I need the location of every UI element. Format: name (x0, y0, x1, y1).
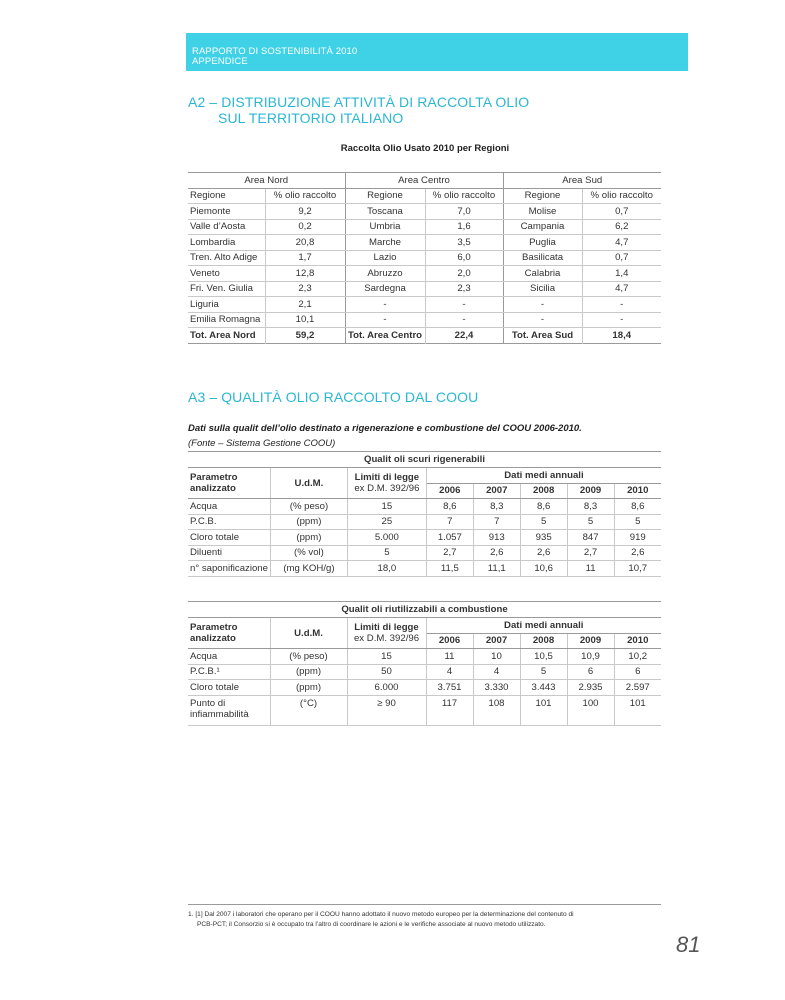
region-cell: - (345, 312, 425, 328)
table-caption-combustion: Qualit oli riutilizzabili a combustione (188, 602, 661, 618)
col-header-year: 2010 (614, 633, 661, 649)
value-cell: 10,5 (520, 649, 567, 665)
udm-cell: (% peso) (270, 649, 347, 665)
value-cell: 2.597 (614, 680, 661, 696)
udm-cell: (°C) (270, 695, 347, 725)
region-cell: - (503, 297, 582, 313)
col-header-year: 2008 (520, 483, 567, 499)
col-header-region: Regione (345, 188, 425, 204)
footnote-line1: 1. [1] Dal 2007 i laboratori che operano per il COOU hanno adottato il nuovo metodo europeo per la determinazione del contenuto di (188, 911, 574, 918)
limit-cell: 5 (347, 545, 426, 561)
total-percent-cell: 18,4 (612, 329, 632, 341)
limit-cell: 15 (347, 649, 426, 665)
value-cell: 1.057 (426, 530, 473, 546)
region-cell: Liguria (188, 297, 265, 313)
col-header-year: 2006 (426, 483, 473, 499)
percent-cell: 2,3 (425, 281, 503, 297)
value-cell: 2,6 (614, 545, 661, 561)
value-cell: 935 (520, 530, 567, 546)
percent-cell: 9,2 (265, 204, 345, 220)
value-cell: 8,3 (473, 499, 520, 515)
parameter-cell: Diluenti (188, 545, 270, 561)
value-cell: 10,9 (567, 649, 614, 665)
parameter-cell: P.C.B. (188, 514, 270, 530)
value-cell: 5 (520, 514, 567, 530)
percent-cell: 4,7 (582, 281, 661, 297)
percent-cell: 1,4 (582, 266, 661, 282)
parameter-cell: Cloro totale (188, 530, 270, 546)
value-cell: 8,6 (520, 499, 567, 515)
percent-cell: 3,5 (425, 235, 503, 251)
region-cell: Lazio (345, 250, 425, 266)
total-percent-cell: 59,2 (265, 328, 345, 344)
region-cell: Lombardia (188, 235, 265, 251)
col-header-region: Regione (188, 188, 265, 204)
region-cell: Sicilia (503, 281, 582, 297)
area-centro-header: Area Centro (345, 173, 503, 189)
percent-cell: 0,7 (582, 204, 661, 220)
col-header-year: 2007 (473, 633, 520, 649)
col-header-udm: U.d.M. (270, 468, 347, 499)
percent-cell: - (425, 297, 503, 313)
combustion-oil-quality-table (188, 601, 661, 726)
value-cell: 101 (614, 695, 661, 725)
table-row (188, 695, 661, 725)
total-percent-cell: 22,4 (425, 328, 503, 344)
parameter-cell: Acqua (188, 649, 270, 665)
col-header-year: 2009 (567, 633, 614, 649)
region-cell: Emilia Romagna (188, 312, 265, 328)
limit-cell: 6.000 (347, 680, 426, 696)
header-report-title: RAPPORTO DI SOSTENIBILITÀ 2010 (192, 46, 358, 57)
col-header-parameter: Parametro analizzato (188, 468, 270, 499)
value-cell: 847 (567, 530, 614, 546)
table-row (188, 561, 661, 577)
region-cell: - (503, 312, 582, 328)
value-cell: 2,6 (473, 545, 520, 561)
percent-cell: - (582, 312, 661, 328)
table-row (188, 312, 661, 328)
percent-cell: 6,0 (425, 250, 503, 266)
footnote-line2: PCB-PCT; il Consorzio si è occupato tra l’altro di coordinare le azioni e le verifiche associate al nuovo metodo utilizzato. (197, 921, 546, 928)
percent-cell: 2,3 (265, 281, 345, 297)
area-nord-header: Area Nord (188, 173, 345, 189)
table-row (188, 281, 661, 297)
region-cell: Fri. Ven. Giulia (188, 281, 265, 297)
col-header-parameter: Parametro analizzato (188, 618, 270, 649)
percent-cell: 20,8 (265, 235, 345, 251)
footnote-divider (188, 904, 661, 905)
value-cell: 10,6 (520, 561, 567, 577)
footnote (188, 910, 668, 930)
region-cell: Abruzzo (345, 266, 425, 282)
udm-cell: (ppm) (270, 680, 347, 696)
section-title-a2 (188, 94, 529, 126)
udm-cell: (% vol) (270, 545, 347, 561)
col-header-percent: % olio raccolto (425, 188, 503, 204)
value-cell: 108 (473, 695, 520, 725)
percent-cell: 4,7 (582, 235, 661, 251)
value-cell: 10,2 (614, 649, 661, 665)
region-cell: Calabria (503, 266, 582, 282)
col-header-percent: % olio raccolto (265, 188, 345, 204)
table-row (188, 649, 661, 665)
value-cell: 2.935 (567, 680, 614, 696)
percent-cell: 12,8 (265, 266, 345, 282)
region-cell: Campania (503, 219, 582, 235)
value-cell: 11,5 (426, 561, 473, 577)
header-section: APPENDICE (192, 56, 248, 67)
region-cell: Sardegna (345, 281, 425, 297)
value-cell: 101 (520, 695, 567, 725)
value-cell: 117 (426, 695, 473, 725)
parameter-cell: Punto di infiammabilità (188, 695, 270, 725)
value-cell: 8,3 (567, 499, 614, 515)
value-cell: 3.330 (473, 680, 520, 696)
parameter-cell: P.C.B.¹ (188, 664, 270, 680)
value-cell: 3.443 (520, 680, 567, 696)
value-cell: 4 (426, 664, 473, 680)
value-cell: 10,7 (614, 561, 661, 577)
region-cell: Toscana (345, 204, 425, 220)
regenerable-oil-quality-table (188, 451, 661, 577)
table-row (188, 266, 661, 282)
value-cell: 8,6 (614, 499, 661, 515)
limit-cell: 5.000 (347, 530, 426, 546)
value-cell: 8,6 (426, 499, 473, 515)
region-cell: Valle d’Aosta (188, 219, 265, 235)
col-header-year: 2006 (426, 633, 473, 649)
col-header-region: Regione (503, 188, 582, 204)
region-cell: - (345, 297, 425, 313)
col-header-year: 2009 (567, 483, 614, 499)
total-label-cell: Tot. Area Nord (188, 328, 265, 344)
section-title-a3: A3 – QUALITÀ OLIO RACCOLTO DAL COOU (188, 389, 479, 405)
value-cell: 913 (473, 530, 520, 546)
percent-cell: 6,2 (582, 219, 661, 235)
region-cell: Tren. Alto Adige (188, 250, 265, 266)
value-cell: 10 (473, 649, 520, 665)
value-cell: 6 (567, 664, 614, 680)
percent-cell: - (425, 312, 503, 328)
total-label-cell: Tot. Area Sud (503, 328, 582, 344)
parameter-cell: Cloro totale (188, 680, 270, 696)
region-cell: Veneto (188, 266, 265, 282)
value-cell: 11 (426, 649, 473, 665)
value-cell: 919 (614, 530, 661, 546)
value-cell: 2,7 (426, 545, 473, 561)
percent-cell: 7,0 (425, 204, 503, 220)
parameter-cell: n° saponificazione (188, 561, 270, 577)
table-row (188, 499, 661, 515)
value-cell: 2,6 (520, 545, 567, 561)
col-header-limits: Limiti di legge ex D.M. 392/96 (347, 468, 426, 499)
section-title-a2-line2: SUL TERRITORIO ITALIANO (218, 110, 404, 126)
udm-cell: (ppm) (270, 530, 347, 546)
region-cell: Puglia (503, 235, 582, 251)
col-header-year: 2010 (614, 483, 661, 499)
udm-cell: (ppm) (270, 514, 347, 530)
table-row (188, 545, 661, 561)
region-cell: Molise (503, 204, 582, 220)
region-cell: Basilicata (503, 250, 582, 266)
table-row (188, 297, 661, 313)
total-label-cell: Tot. Area Centro (345, 328, 425, 344)
limit-cell: 18,0 (347, 561, 426, 577)
parameter-cell: Acqua (188, 499, 270, 515)
value-cell: 6 (614, 664, 661, 680)
value-cell: 11 (567, 561, 614, 577)
value-cell: 11,1 (473, 561, 520, 577)
value-cell: 5 (614, 514, 661, 530)
percent-cell: 1,7 (265, 250, 345, 266)
table-row (188, 204, 661, 220)
col-header-annual-data: Dati medi annuali (426, 618, 661, 634)
table-row (188, 664, 661, 680)
a3-intro-source: (Fonte – Sistema Gestione COOU) (188, 438, 336, 449)
col-header-percent: % olio raccolto (582, 188, 661, 204)
value-cell: 100 (567, 695, 614, 725)
table-row (188, 219, 661, 235)
value-cell: 4 (473, 664, 520, 680)
value-cell: 5 (520, 664, 567, 680)
page-number: 81 (676, 932, 701, 957)
table-row (188, 250, 661, 266)
percent-cell: 0,7 (582, 250, 661, 266)
table-caption-regions: Raccolta Olio Usato 2010 per Regioni (340, 143, 510, 154)
table-row (188, 680, 661, 696)
value-cell: 7 (473, 514, 520, 530)
udm-cell: (mg KOH/g) (270, 561, 347, 577)
limit-cell: ≥ 90 (347, 695, 426, 725)
region-cell: Piemonte (188, 204, 265, 220)
table-row (188, 514, 661, 530)
a3-intro-title: Dati sulla qualit dell’olio destinato a rigenerazione e combustione del COOU 2006-2010. (188, 423, 582, 434)
value-cell: 3.751 (426, 680, 473, 696)
value-cell: 7 (426, 514, 473, 530)
limit-cell: 50 (347, 664, 426, 680)
section-title-a2-line1: A2 – DISTRIBUZIONE ATTIVITÀ DI RACCOLTA OLIO (188, 94, 530, 110)
value-cell: 2,7 (567, 545, 614, 561)
col-header-limits: Limiti di legge ex D.M. 392/96 (347, 618, 426, 649)
regions-table (188, 172, 661, 344)
col-header-year: 2007 (473, 483, 520, 499)
limit-cell: 25 (347, 514, 426, 530)
percent-cell: 2,1 (265, 297, 345, 313)
table-caption-regenerable: Qualit oli scuri rigenerabili (188, 452, 661, 468)
udm-cell: (ppm) (270, 664, 347, 680)
header-band (186, 33, 688, 71)
percent-cell: 1,6 (425, 219, 503, 235)
percent-cell: 10,1 (265, 312, 345, 328)
table-row (188, 235, 661, 251)
percent-cell: - (582, 297, 661, 313)
limit-cell: 15 (347, 499, 426, 515)
region-cell: Umbria (345, 219, 425, 235)
col-header-year: 2008 (520, 633, 567, 649)
percent-cell: 2,0 (425, 266, 503, 282)
totals-row (188, 328, 661, 344)
col-header-udm: U.d.M. (270, 618, 347, 649)
col-header-annual-data: Dati medi annuali (426, 468, 661, 484)
area-sud-header: Area Sud (503, 173, 661, 189)
udm-cell: (% peso) (270, 499, 347, 515)
percent-cell: 0,2 (265, 219, 345, 235)
region-cell: Marche (345, 235, 425, 251)
value-cell: 5 (567, 514, 614, 530)
table-row (188, 530, 661, 546)
